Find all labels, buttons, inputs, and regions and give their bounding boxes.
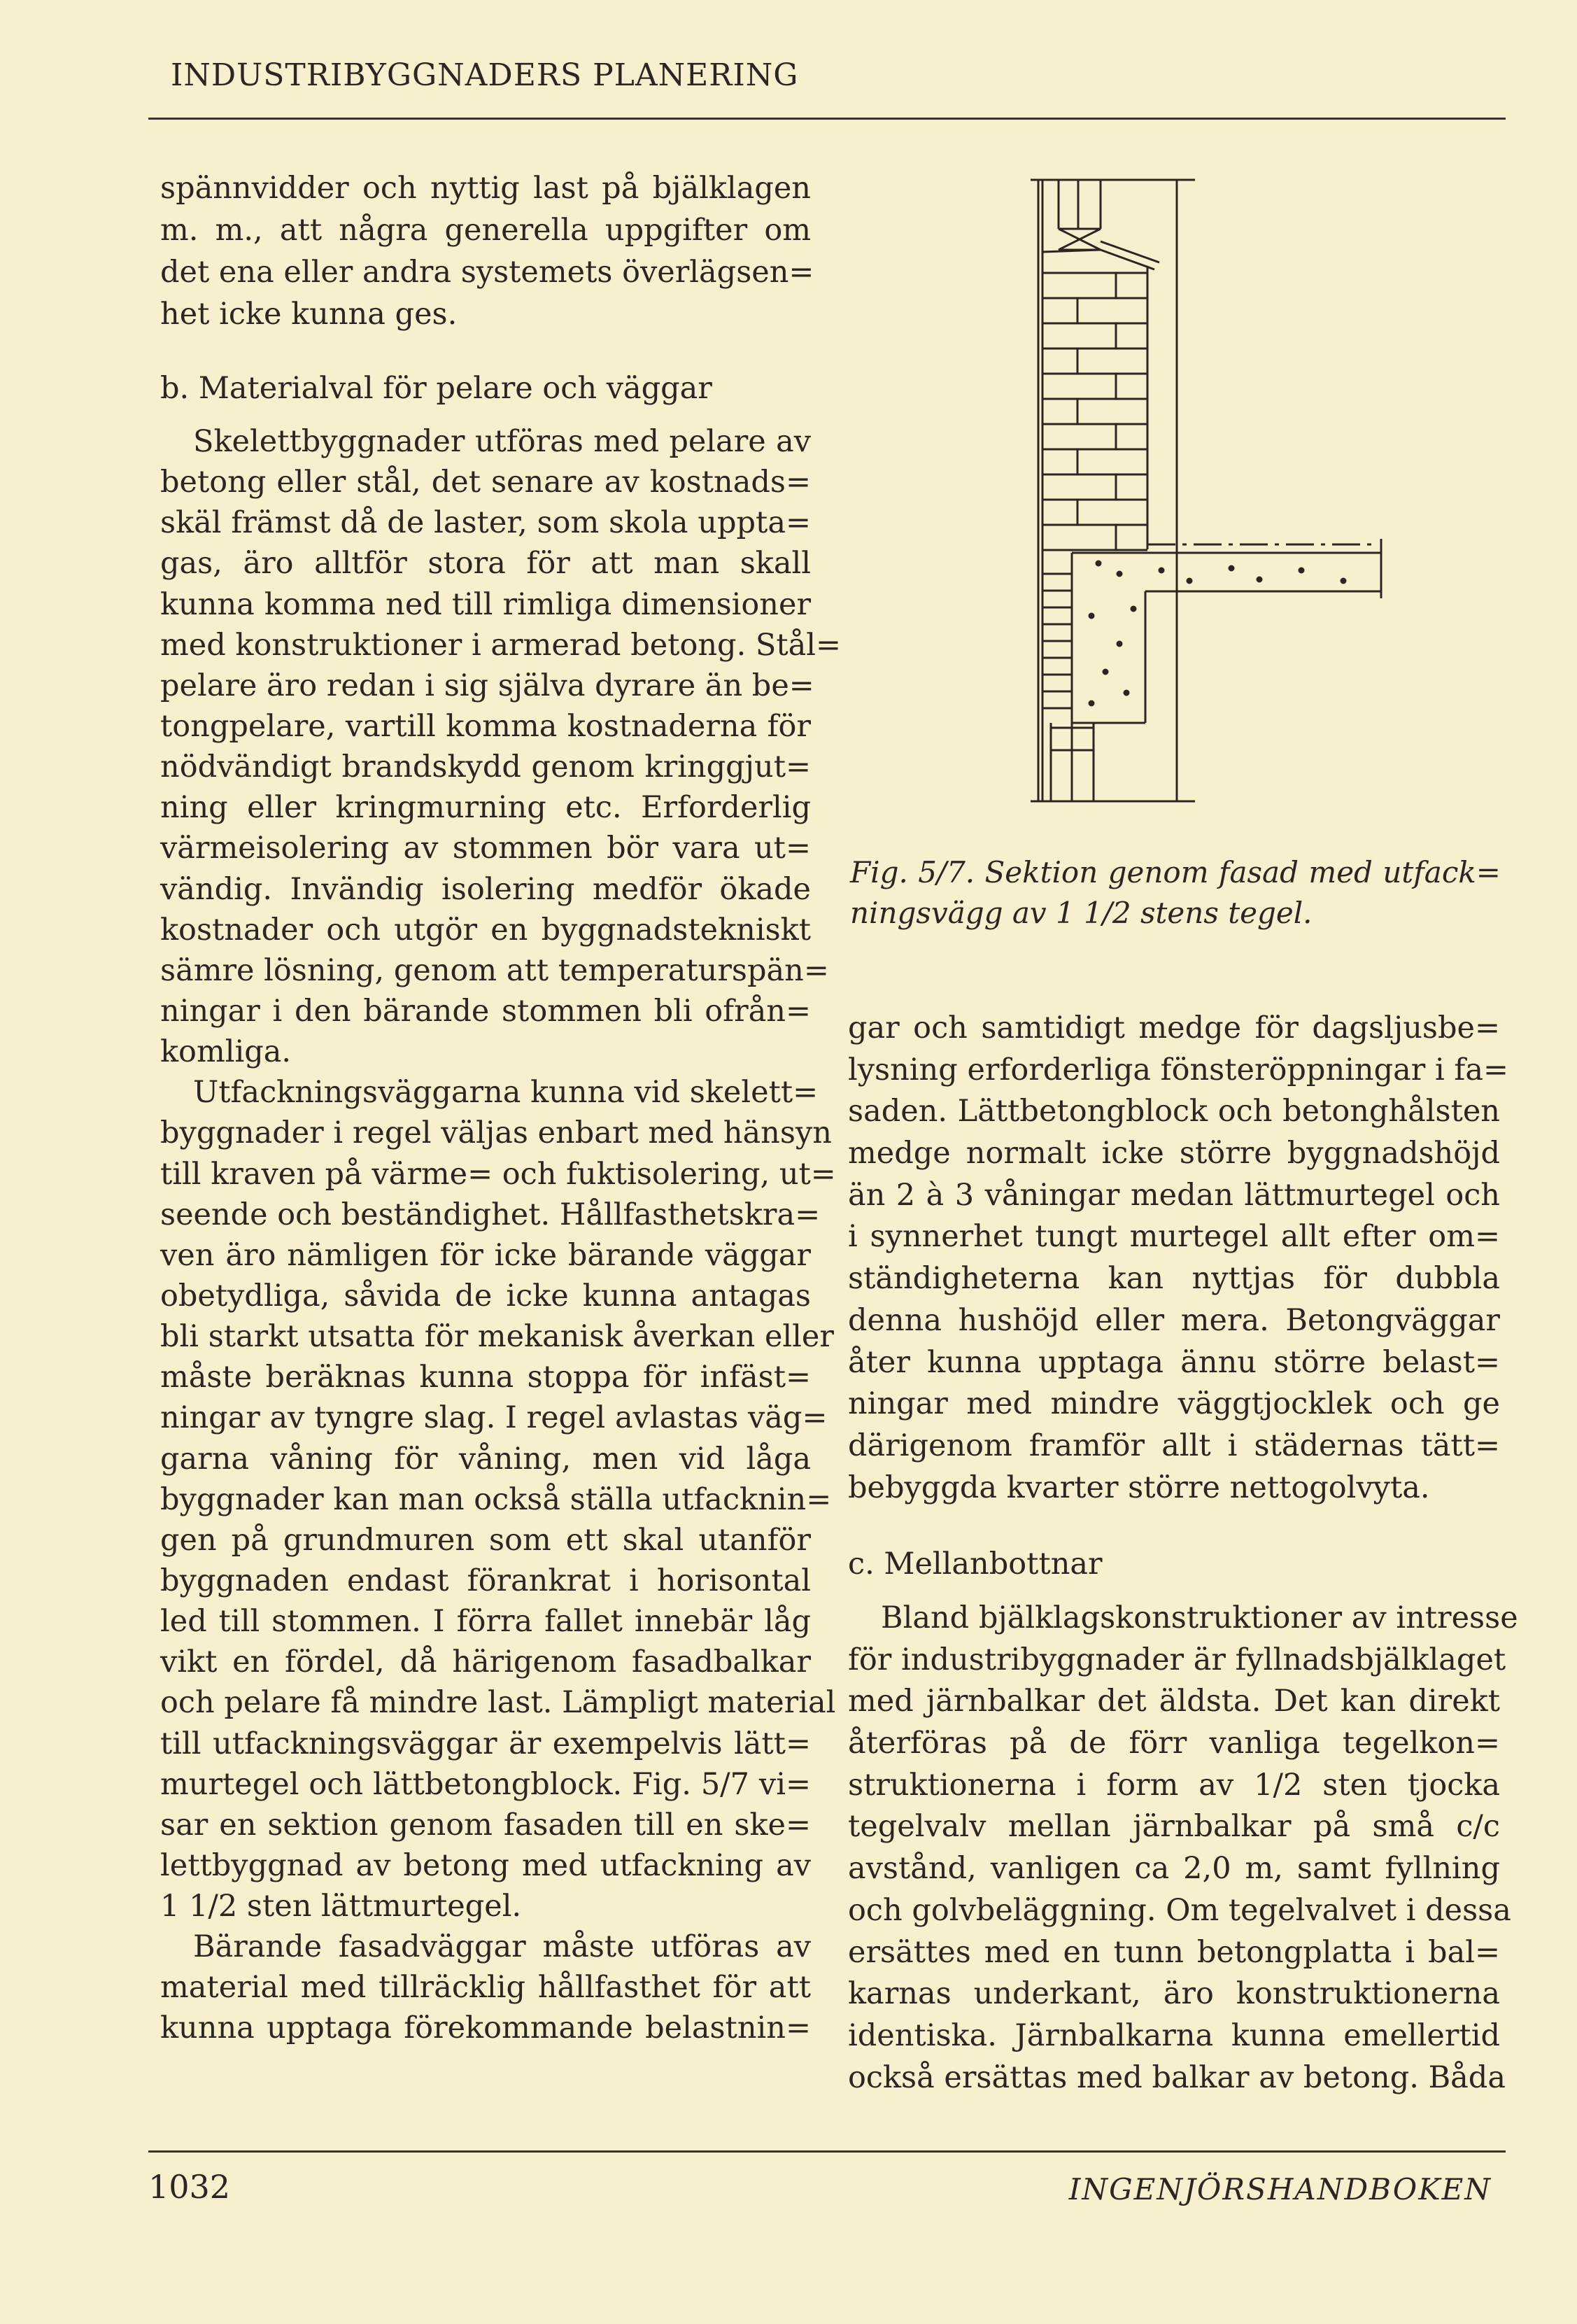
- text-line: åter kunna upptaga ännu större belast=: [848, 1344, 1500, 1380]
- text-line: denna hushöjd eller mera. Betongväggar: [848, 1302, 1500, 1338]
- aggregate-dot: [1089, 701, 1094, 705]
- text-line: led till stommen. I förra fallet innebär låg: [160, 1604, 811, 1640]
- text-line: vikt en fördel, då härigenom fasadbalkar: [160, 1645, 811, 1680]
- text-line: lysning erforderliga fönsteröppningar i fa=: [848, 1052, 1508, 1087]
- text-line: också ersättas med balkar av betong. Båda: [848, 2059, 1506, 2095]
- text-line: och pelare få mindre last. Lämpligt material: [160, 1685, 836, 1721]
- text-line: garna våning för våning, men vid låga: [160, 1441, 811, 1477]
- aggregate-dot: [1089, 614, 1094, 618]
- aggregate-dot: [1257, 577, 1261, 582]
- text-line: saden. Lättbetongblock och betonghålsten: [848, 1094, 1500, 1129]
- text-line: det ena eller andra systemets överlägsen=: [160, 255, 814, 290]
- text-line: skäl främst då de laster, som skola uppta=: [160, 505, 811, 541]
- aggregate-dot: [1229, 566, 1233, 570]
- text-line: sar en sektion genom fasaden till en ske=: [160, 1807, 811, 1843]
- text-line: värmeisolering av stommen bör vara ut=: [160, 831, 811, 866]
- running-head: INDUSTRIBYGGNADERS PLANERING: [171, 57, 799, 93]
- aggregate-dot: [1299, 568, 1303, 572]
- text-line: obetydliga, såvida de icke kunna antagas: [160, 1278, 811, 1314]
- text-line: 1 1/2 sten lättmurtegel.: [160, 1889, 522, 1924]
- text-line: och golvbeläggning. Om tegelvalvet i dessa: [848, 1892, 1511, 1928]
- text-line: karnas underkant, äro konstruktionerna: [848, 1976, 1500, 2012]
- aggregate-dot: [1341, 579, 1345, 583]
- text-line: måste beräknas kunna stoppa för infäst=: [160, 1360, 811, 1395]
- text-line: till kraven på värme= och fuktisolering, ut=: [160, 1156, 836, 1192]
- text-line: Utfackningsväggarna kunna vid skelett=: [193, 1075, 819, 1111]
- text-line: därigenom framför allt i städernas tätt=: [848, 1428, 1500, 1463]
- text-line: ersättes med en tunn betongplatta i bal=: [848, 1934, 1500, 1970]
- footer-rule: [148, 2150, 1506, 2153]
- text-line: ständigheterna kan nyttjas för dubbla: [848, 1261, 1500, 1297]
- page-number: 1032: [148, 2168, 231, 2206]
- figure-stroke: [1101, 250, 1154, 269]
- aggregate-dot: [1117, 572, 1122, 576]
- book-title: INGENJÖRSHANDBOKEN: [1068, 2172, 1492, 2206]
- text-line: till utfackningsväggar är exempelvis lätt=: [160, 1726, 811, 1761]
- text-line: ven äro nämligen för icke bärande väggar: [160, 1237, 811, 1273]
- text-line: kunna upptaga förekommande belastnin=: [160, 2010, 811, 2046]
- text-line: återföras på de förr vanliga tegelkon=: [848, 1726, 1500, 1761]
- text-line: vändig. Invändig isolering medför ökade: [160, 871, 811, 907]
- text-line: bli starkt utsatta för mekanisk åverkan eller: [160, 1319, 834, 1355]
- text-line: ningar med mindre väggtjocklek och ge: [848, 1386, 1500, 1422]
- aggregate-dot: [1187, 579, 1191, 583]
- figure-stroke: [1042, 250, 1101, 252]
- text-line: tongpelare, vartill komma kostnaderna för: [160, 708, 811, 744]
- text-line: byggnaden endast förankrat i horisontal: [160, 1563, 811, 1598]
- text-line: byggnader kan man också ställa utfacknin=: [160, 1481, 832, 1517]
- text-line: struktionerna i form av 1/2 sten tjocka: [848, 1767, 1500, 1803]
- section-c-heading: c. Mellanbottnar: [848, 1547, 1103, 1582]
- text-line: pelare äro redan i sig själva dyrare än be=: [160, 668, 814, 703]
- text-line: kunna komma ned till rimliga dimensioner: [160, 586, 811, 622]
- text-line: i synnerhet tungt murtegel allt efter om=: [848, 1219, 1500, 1255]
- text-line: Bärande fasadväggar måste utföras av: [193, 1929, 811, 1965]
- text-line: avstånd, vanligen ca 2,0 m, samt fyllning: [848, 1851, 1500, 1887]
- text-line: Skelettbyggnader utföras med pelare av: [193, 424, 811, 459]
- aggregate-dot: [1124, 691, 1129, 695]
- text-line: med konstruktioner i armerad betong. Stål=: [160, 627, 842, 663]
- aggregate-dot: [1117, 642, 1122, 646]
- section-b-heading: b. Materialval för pelare och väggar: [160, 371, 712, 406]
- text-line: tegelvalv mellan järnbalkar på små c/c: [848, 1809, 1500, 1845]
- aggregate-dot: [1159, 568, 1164, 572]
- text-line: byggnader i regel väljas enbart med hänsyn: [160, 1115, 832, 1151]
- text-line: bebyggda kvarter större nettogolvyta.: [848, 1470, 1430, 1505]
- text-line: gen på grundmuren som ett skal utanför: [160, 1522, 811, 1558]
- aggregate-dot: [1096, 561, 1101, 565]
- aggregate-dot: [1131, 607, 1136, 611]
- text-line: komliga.: [160, 1034, 292, 1070]
- text-line: med järnbalkar det äldsta. Det kan direkt: [848, 1684, 1500, 1719]
- text-line: seende och beständighet. Hållfasthetskra=: [160, 1197, 821, 1232]
- text-line: spännvidder och nyttig last på bjälklagen: [160, 171, 811, 206]
- caption-line: ningsvägg av 1 1/2 stens tegel.: [850, 896, 1313, 930]
- text-line: för industribyggnader är fyllnadsbjälklaget: [848, 1642, 1506, 1677]
- text-line: lettbyggnad av betong med utfackning av: [160, 1847, 811, 1883]
- text-line: gas, äro alltför stora för att man skall: [160, 546, 811, 582]
- right-body-bottom: [848, 1598, 1518, 2099]
- text-line: m. m., att några generella uppgifter om: [160, 213, 811, 248]
- text-line: identiska. Järnbalkarna kunna emellertid: [848, 2017, 1500, 2053]
- text-line: het icke kunna ges.: [160, 297, 458, 332]
- aggregate-dot: [1103, 670, 1108, 674]
- text-line: material med tillräcklig hållfasthet för att: [160, 1970, 811, 2006]
- text-line: kostnader och utgör en byggnadstekniskt: [160, 912, 811, 948]
- text-line: betong eller stål, det senare av kostnads=: [160, 465, 811, 500]
- text-line: än 2 à 3 våningar medan lättmurtegel och: [848, 1177, 1500, 1213]
- text-line: murtegel och lättbetongblock. Fig. 5/7 vi=: [160, 1766, 811, 1802]
- text-line: nödvändigt brandskydd genom kringgjut=: [160, 749, 811, 785]
- text-line: sämre lösning, genom att temperaturspän=: [160, 952, 829, 988]
- text-line: gar och samtidigt medge för dagsljusbe=: [848, 1010, 1500, 1045]
- figure-caption: [850, 852, 1501, 934]
- text-line: ning eller kringmurning etc. Erforderlig: [160, 790, 811, 826]
- right-body-top: [848, 1008, 1508, 1509]
- text-line: Bland bjälklagskonstruktioner av intresse: [881, 1600, 1518, 1635]
- text-line: ningar av tyngre slag. I regel avlastas väg=: [160, 1400, 828, 1436]
- text-line: medge normalt icke större byggnadshöjd: [848, 1136, 1500, 1171]
- caption-line: Fig. 5/7. Sektion genom fasad med utfack=: [850, 855, 1501, 889]
- text-line: ningar i den bärande stommen bli ofrån=: [160, 993, 811, 1029]
